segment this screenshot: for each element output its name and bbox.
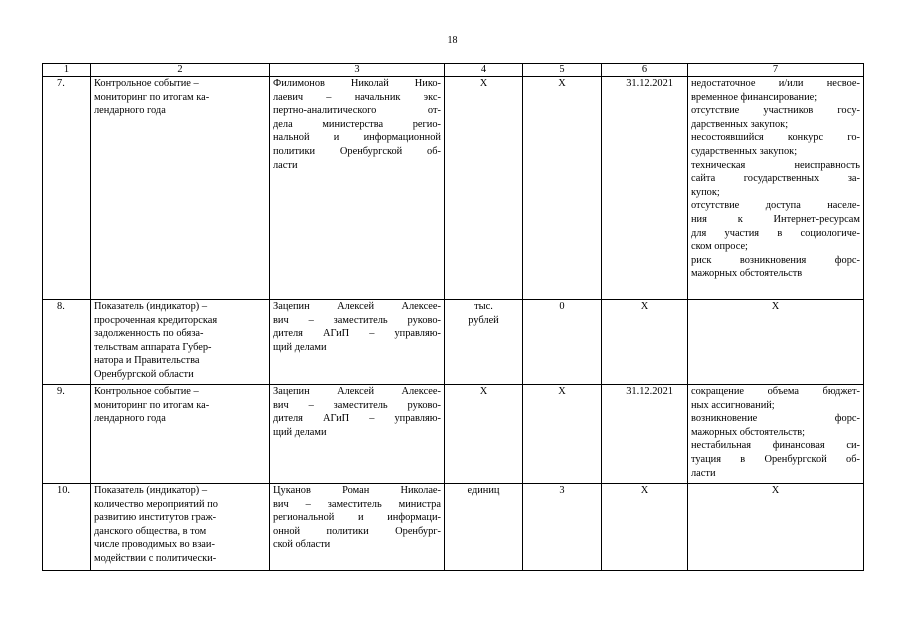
row-number: 7. [43,77,91,300]
text-line: модействии с политически- [94,552,217,564]
text-line: лаевич – начальник экс- [273,91,441,103]
risks-cell: Х [688,300,864,385]
table-row [43,484,864,571]
text-line: вич – заместитель руково- [273,314,441,326]
text-line: ных ассигнований; [691,399,775,411]
table-row [43,77,864,300]
text-line: мониторинг по итогам ка- [94,91,210,103]
text-line: Зацепин Алексей Алексее- [273,301,441,312]
text-line: сайта государственных за- [691,173,860,185]
row-number: 8. [43,300,91,385]
date-cell: Х [602,484,688,571]
text-line: Цуканов Роман Николае- [273,485,441,496]
unit-cell [445,300,523,385]
row-number: 9. [43,385,91,484]
text-line: сокращение объема бюджет- [691,386,860,397]
text-line: временное финансирование; [691,91,818,103]
event-cell [91,77,270,300]
text-line: несостоявшийся конкурс го- [691,132,860,144]
page-number: 18 [447,35,458,46]
date-cell: Х [602,300,688,385]
text-line: для участия в социологиче- [691,227,860,239]
column-header: 4 [445,64,523,77]
risks-cell: Х [688,484,864,571]
text-line: купок; [691,186,720,198]
text-line: Филимонов Николай Нико- [273,78,441,89]
text-line: лендарного года [94,105,166,117]
unit-cell: Х [445,385,523,484]
risks-cell [688,77,864,300]
text-line: данского общества, в том [94,525,207,537]
responsible-cell [270,300,445,385]
text-line: пертно-аналитического от- [273,105,441,117]
unit-cell: Х [445,77,523,300]
text-line: ском опросе; [691,241,748,253]
text-line: мажорных обстоятельств [691,268,803,280]
text-line: Контрольное событие – [94,78,199,89]
date-cell: 31.12.2021 [602,77,688,300]
column-header: 3 [270,64,445,77]
text-line: дителя АГиП – управляю- [273,328,441,340]
table-row [43,300,864,385]
text-line: политики Оренбургской об- [273,145,441,157]
table-header-row [43,64,864,77]
event-cell [91,300,270,385]
date-cell: 31.12.2021 [602,385,688,484]
text-line: задолженность по обяза- [94,328,204,340]
text-line: ласти [273,159,298,171]
text-line: лендарного года [94,413,166,425]
responsible-cell [270,385,445,484]
text-line: развитию институтов граж- [94,512,217,524]
column-header: 5 [523,64,602,77]
text-line: Оренбургской области [94,368,194,380]
text-line: вич – заместитель руково- [273,399,441,411]
value-cell: Х [523,77,602,300]
text-line: ния к Интернет-ресурсам [691,213,860,225]
text-line: Контрольное событие – [94,386,199,397]
table-row [43,385,864,484]
text-line: Показатель (индикатор) – [94,301,208,312]
text-line: ской области [273,539,331,551]
text-line: просроченная кредиторская [94,314,218,326]
text-line: туация в Оренбургской об- [691,453,860,465]
text-line: количество мероприятий по [94,498,218,510]
text-line: тыс. [474,301,493,312]
column-header: 6 [602,64,688,77]
value-cell: 0 [523,300,602,385]
text-line: риск возникновения форс- [691,254,860,266]
event-cell [91,385,270,484]
text-line: вич – заместитель министра [273,498,441,510]
text-line: недостаточное и/или несвое- [691,78,860,89]
risks-cell [688,385,864,484]
column-header: 1 [43,64,91,77]
text-line: щий делами [273,341,327,353]
text-line: мониторинг по итогам ка- [94,399,210,411]
activities-table [42,63,864,571]
text-line: ласти [691,467,716,479]
text-line: числе проводимых во взаи- [94,539,215,551]
text-line: техническая неисправность [691,159,860,171]
text-line: сударственных закупок; [691,145,798,157]
column-header: 2 [91,64,270,77]
column-header: 7 [688,64,864,77]
responsible-cell [270,77,445,300]
text-line: нальной и информационной [273,132,441,144]
row-number: 10. [43,484,91,571]
text-line: нестабильная финансовая си- [691,440,860,452]
text-line: дарственных закупок; [691,118,789,130]
unit-cell: единиц [445,484,523,571]
responsible-cell [270,484,445,571]
text-line: щий делами [273,426,327,438]
text-line: натора и Правительства [94,355,200,367]
text-line: региональной и информаци- [273,512,441,524]
value-cell: 3 [523,484,602,571]
text-line: Показатель (индикатор) – [94,485,208,496]
event-cell [91,484,270,571]
text-line: отсутствие доступа населе- [691,200,860,212]
text-line: отсутствие участников госу- [691,105,860,117]
text-line: дела министерства регио- [273,118,441,130]
text-line: возникновение форс- [691,413,860,425]
text-line: дителя АГиП – управляю- [273,413,441,425]
text-line: тельствам аппарата Губер- [94,341,212,353]
text-line: рублей [468,314,499,326]
text-line: Зацепин Алексей Алексее- [273,386,441,397]
value-cell: Х [523,385,602,484]
text-line: онной политики Оренбург- [273,525,441,537]
text-line: мажорных обстоятельств; [691,426,806,438]
